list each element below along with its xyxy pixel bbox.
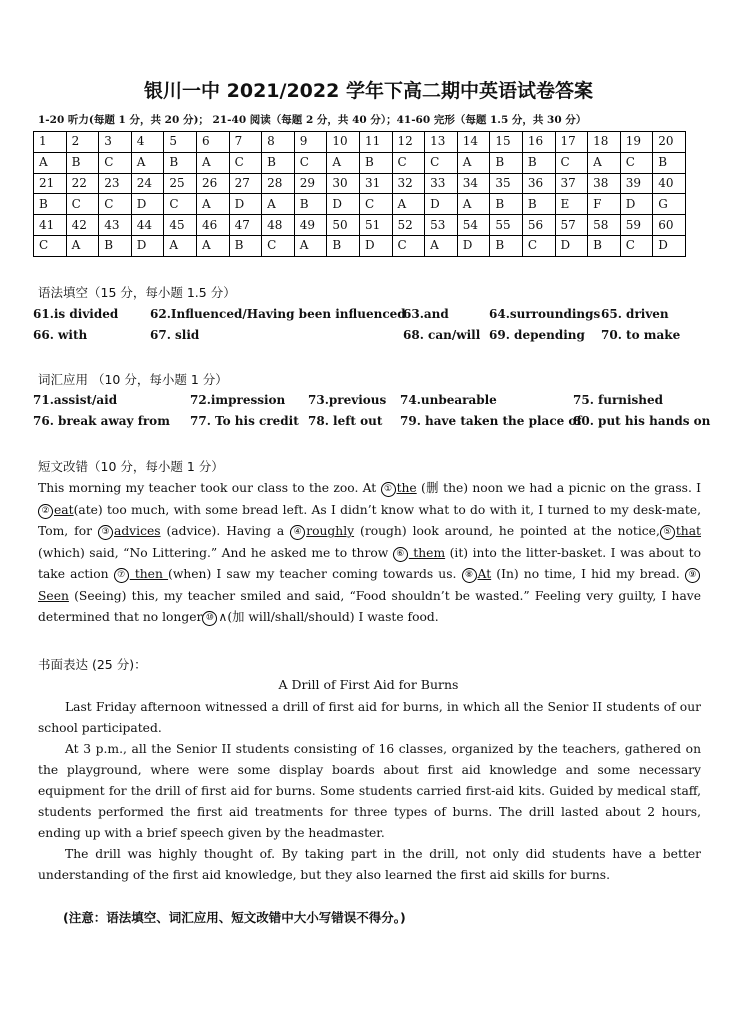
question-number-cell: 8 bbox=[262, 132, 295, 153]
answer-cell: D bbox=[425, 194, 458, 215]
answer-cell: B bbox=[327, 235, 360, 256]
question-number-cell: 10 bbox=[327, 132, 360, 153]
vocab-answer: 76. break away from bbox=[33, 414, 170, 428]
question-number-cell: 27 bbox=[229, 173, 262, 194]
corrected-word: then bbox=[129, 567, 169, 581]
correction-number: ② bbox=[38, 504, 53, 519]
grammar-answer: 68. can/will bbox=[403, 328, 481, 342]
correction-number: ⑤ bbox=[660, 525, 675, 540]
question-number-cell: 11 bbox=[359, 132, 392, 153]
question-number-cell: 42 bbox=[66, 215, 99, 236]
answer-cell: C bbox=[555, 152, 588, 173]
grammar-answer: 70. to make bbox=[601, 328, 681, 342]
question-number-cell: 36 bbox=[522, 173, 555, 194]
answer-cell: A bbox=[66, 235, 99, 256]
question-number-cell: 49 bbox=[294, 215, 327, 236]
answer-cell: C bbox=[99, 152, 132, 173]
question-number-cell: 41 bbox=[34, 215, 67, 236]
answer-cell: B bbox=[294, 194, 327, 215]
question-number-cell: 34 bbox=[457, 173, 490, 194]
answer-cell: C bbox=[294, 152, 327, 173]
answer-cell: C bbox=[34, 235, 67, 256]
answer-cell: C bbox=[359, 194, 392, 215]
corrected-word: eat bbox=[54, 502, 74, 517]
question-number-cell: 17 bbox=[555, 132, 588, 153]
essay-title: A Drill of First Aid for Burns bbox=[278, 677, 459, 692]
question-number-cell: 45 bbox=[164, 215, 197, 236]
answer-cell: D bbox=[359, 235, 392, 256]
question-number-cell: 33 bbox=[425, 173, 458, 194]
page-title: 银川一中 2021/2022 学年下高二期中英语试卷答案 bbox=[144, 80, 593, 102]
question-number-cell: 52 bbox=[392, 215, 425, 236]
answer-row bbox=[34, 152, 686, 173]
question-number-cell: 21 bbox=[34, 173, 67, 194]
vocab-answer: 73.previous bbox=[308, 393, 387, 407]
answer-cell: B bbox=[164, 152, 197, 173]
answer-cell: D bbox=[555, 235, 588, 256]
answer-cell: B bbox=[490, 235, 523, 256]
question-number-cell: 48 bbox=[262, 215, 295, 236]
answer-cell: A bbox=[262, 194, 295, 215]
question-number-cell: 51 bbox=[359, 215, 392, 236]
corrected-word: Seen bbox=[38, 588, 69, 603]
corrected-word: advices bbox=[113, 524, 161, 538]
question-number-cell: 2 bbox=[66, 132, 99, 153]
answer-table bbox=[33, 131, 686, 257]
question-number-row bbox=[34, 132, 686, 153]
answer-cell: A bbox=[457, 152, 490, 173]
grammar-answer: 61.is divided bbox=[33, 307, 119, 321]
answer-cell: G bbox=[653, 194, 686, 215]
essay-body bbox=[38, 697, 701, 886]
answer-cell: D bbox=[131, 235, 164, 256]
vocab-answer: 77. To his credit bbox=[190, 414, 299, 428]
question-number-cell: 54 bbox=[457, 215, 490, 236]
answer-cell: B bbox=[490, 152, 523, 173]
question-number-cell: 25 bbox=[164, 173, 197, 194]
answer-cell: A bbox=[131, 152, 164, 173]
question-number-cell: 37 bbox=[555, 173, 588, 194]
answer-cell: C bbox=[522, 235, 555, 256]
question-number-cell: 14 bbox=[457, 132, 490, 153]
correction-number: ① bbox=[381, 482, 396, 497]
passage-text: (删 the) noon we had a picnic on the grass. I bbox=[416, 481, 702, 495]
answer-cell: C bbox=[620, 235, 653, 256]
question-number-cell: 39 bbox=[620, 173, 653, 194]
question-number-cell: 50 bbox=[327, 215, 360, 236]
correction-number: ⑨ bbox=[685, 568, 700, 583]
answer-cell: B bbox=[653, 152, 686, 173]
grammar-answer: 69. depending bbox=[489, 328, 585, 342]
answer-cell: B bbox=[588, 235, 621, 256]
vocab-answer: 72.impression bbox=[190, 393, 286, 407]
answer-cell: B bbox=[99, 235, 132, 256]
correction-number: ⑥ bbox=[393, 547, 408, 562]
scoring-info: 1-20 听力(每题 1 分，共 20 分)； 21-40 阅读（每题 2 分，共 40 分）；41-60 完形（每题 1.5 分，共 30 分） bbox=[38, 114, 587, 126]
answer-cell: A bbox=[196, 152, 229, 173]
grammar-answer: 67. slid bbox=[150, 328, 200, 342]
answer-cell: C bbox=[66, 194, 99, 215]
answer-cell: A bbox=[196, 235, 229, 256]
vocab-answer: 78. left out bbox=[308, 414, 383, 428]
answer-cell: A bbox=[457, 194, 490, 215]
question-number-cell: 59 bbox=[620, 215, 653, 236]
correction-number: ③ bbox=[98, 525, 113, 540]
vocab-answer: 75. furnished bbox=[573, 393, 664, 407]
answer-cell: D bbox=[457, 235, 490, 256]
answer-cell: F bbox=[588, 194, 621, 215]
passage-text: (which) said, “No Littering.” And he asked me to throw bbox=[38, 545, 393, 560]
passage-text: (when) I saw my teacher coming towards us. bbox=[168, 567, 462, 581]
passage-text: (rough) look around, he pointed at the notice, bbox=[354, 524, 660, 538]
answer-cell: B bbox=[522, 152, 555, 173]
question-number-cell: 9 bbox=[294, 132, 327, 153]
answer-cell: C bbox=[229, 152, 262, 173]
question-number-cell: 20 bbox=[653, 132, 686, 153]
question-number-cell: 13 bbox=[425, 132, 458, 153]
question-number-cell: 46 bbox=[196, 215, 229, 236]
answer-cell: A bbox=[196, 194, 229, 215]
question-number-cell: 30 bbox=[327, 173, 360, 194]
grammar-answer: 63.and bbox=[403, 307, 449, 321]
passage-text: ∧(加 will/shall/should) I waste food. bbox=[218, 610, 439, 624]
question-number-cell: 3 bbox=[99, 132, 132, 153]
question-number-cell: 58 bbox=[588, 215, 621, 236]
question-number-cell: 26 bbox=[196, 173, 229, 194]
corrected-word: At bbox=[477, 567, 492, 581]
passage-text: (Seeing) this, my teacher smiled and said, “Food shouldn’t be wasted.” Feeling very guilty, I have determined that no longer bbox=[38, 588, 701, 624]
correction-number: ④ bbox=[290, 525, 305, 540]
answer-cell: A bbox=[34, 152, 67, 173]
grammar-answer: 64.surroundings bbox=[489, 307, 601, 321]
corrected-word: that bbox=[675, 524, 701, 538]
passage-text: (In) no time, I hid my bread. bbox=[491, 567, 685, 581]
question-number-cell: 22 bbox=[66, 173, 99, 194]
correction-passage bbox=[38, 478, 701, 629]
question-number-cell: 32 bbox=[392, 173, 425, 194]
vocab-heading: 词汇应用 （10 分，每小题 1 分） bbox=[38, 372, 228, 387]
vocab-answer: 80. put his hands on bbox=[573, 414, 711, 428]
question-number-cell: 4 bbox=[131, 132, 164, 153]
corrected-word: the bbox=[396, 481, 417, 495]
grammar-answer: 66. with bbox=[33, 328, 88, 342]
question-number-cell: 5 bbox=[164, 132, 197, 153]
question-number-cell: 40 bbox=[653, 173, 686, 194]
answer-cell: C bbox=[392, 235, 425, 256]
question-number-cell: 47 bbox=[229, 215, 262, 236]
essay-paragraph: The drill was highly thought of. By taking part in the drill, not only did students have a better understanding of the first aid knowledge, but they also learned the first aid skills for burns. bbox=[38, 847, 701, 882]
question-number-row bbox=[34, 173, 686, 194]
question-number-cell: 43 bbox=[99, 215, 132, 236]
corrected-word: roughly bbox=[306, 524, 355, 538]
passage-text: (ate) too much, with some bread left. As I didn’t know what to do with it, I turned to my desk-mate, Tom, for bbox=[38, 502, 701, 538]
question-number-cell: 15 bbox=[490, 132, 523, 153]
answer-cell: E bbox=[555, 194, 588, 215]
answer-cell: B bbox=[66, 152, 99, 173]
question-number-cell: 23 bbox=[99, 173, 132, 194]
answer-cell: A bbox=[392, 194, 425, 215]
answer-cell: C bbox=[262, 235, 295, 256]
answer-cell: B bbox=[34, 194, 67, 215]
question-number-cell: 53 bbox=[425, 215, 458, 236]
correction-heading: 短文改错（10 分，每小题 1 分） bbox=[38, 459, 224, 474]
question-number-cell: 28 bbox=[262, 173, 295, 194]
answer-cell: D bbox=[653, 235, 686, 256]
answer-cell: B bbox=[522, 194, 555, 215]
answer-cell: C bbox=[99, 194, 132, 215]
answer-cell: D bbox=[131, 194, 164, 215]
question-number-cell: 24 bbox=[131, 173, 164, 194]
answer-cell: C bbox=[392, 152, 425, 173]
question-number-cell: 55 bbox=[490, 215, 523, 236]
vocab-answer: 71.assist/aid bbox=[33, 393, 118, 407]
passage-text: This morning my teacher took our class to the zoo. At bbox=[38, 481, 381, 495]
grammar-answer: 65. driven bbox=[601, 307, 669, 321]
question-number-cell: 56 bbox=[522, 215, 555, 236]
vocab-answer: 79. have taken the place of bbox=[400, 414, 582, 428]
correction-number: ⑧ bbox=[462, 568, 477, 583]
answer-row bbox=[34, 194, 686, 215]
answer-row bbox=[34, 235, 686, 256]
answer-cell: A bbox=[327, 152, 360, 173]
answer-cell: D bbox=[620, 194, 653, 215]
answer-cell: A bbox=[294, 235, 327, 256]
writing-heading: 书面表达 (25 分)： bbox=[38, 657, 147, 672]
answer-cell: C bbox=[425, 152, 458, 173]
question-number-cell: 31 bbox=[359, 173, 392, 194]
question-number-cell: 19 bbox=[620, 132, 653, 153]
question-number-cell: 1 bbox=[34, 132, 67, 153]
answer-cell: D bbox=[229, 194, 262, 215]
question-number-cell: 44 bbox=[131, 215, 164, 236]
correction-number: ⑦ bbox=[114, 568, 129, 583]
passage-text: (it) into the litter-basket. I was about to take action bbox=[38, 545, 701, 581]
answer-cell: C bbox=[164, 194, 197, 215]
question-number-cell: 18 bbox=[588, 132, 621, 153]
correction-number: ⑩ bbox=[202, 611, 217, 626]
question-number-cell: 60 bbox=[653, 215, 686, 236]
answer-cell: B bbox=[490, 194, 523, 215]
question-number-cell: 6 bbox=[196, 132, 229, 153]
grammar-heading: 语法填空（15 分，每小题 1.5 分） bbox=[38, 285, 236, 300]
answer-cell: A bbox=[588, 152, 621, 173]
corrected-word: them bbox=[408, 545, 446, 560]
question-number-row bbox=[34, 215, 686, 236]
answer-cell: A bbox=[425, 235, 458, 256]
grammar-answer: 62.Influenced/Having been influenced bbox=[150, 307, 406, 321]
answer-cell: C bbox=[620, 152, 653, 173]
answer-cell: B bbox=[359, 152, 392, 173]
essay-paragraph: Last Friday afternoon witnessed a drill of first aid for burns, in which all the Senior II students of our school participated. bbox=[38, 700, 701, 735]
essay-paragraph: At 3 p.m., all the Senior II students consisting of 16 classes, organized by the teachers, gathered on the playground, where were some display boards about first aid knowledge and some necessary equipment for the drill of first aid for burns. Some students carried first-aid kits. Guided by medical staff, students performed the first aid treatments for three types of burns. The drill lasted about 2 hours, ending up with a brief speech given by the headmaster. bbox=[38, 742, 701, 840]
question-number-cell: 7 bbox=[229, 132, 262, 153]
grading-note: (注意：语法填空、词汇应用、短文改错中大小写错误不得分。) bbox=[63, 910, 406, 925]
question-number-cell: 57 bbox=[555, 215, 588, 236]
question-number-cell: 16 bbox=[522, 132, 555, 153]
passage-text: (advice). Having a bbox=[160, 524, 291, 538]
answer-cell: D bbox=[327, 194, 360, 215]
answer-cell: B bbox=[229, 235, 262, 256]
question-number-cell: 29 bbox=[294, 173, 327, 194]
vocab-answer: 74.unbearable bbox=[400, 393, 497, 407]
question-number-cell: 12 bbox=[392, 132, 425, 153]
question-number-cell: 38 bbox=[588, 173, 621, 194]
answer-cell: B bbox=[262, 152, 295, 173]
question-number-cell: 35 bbox=[490, 173, 523, 194]
answer-cell: A bbox=[164, 235, 197, 256]
